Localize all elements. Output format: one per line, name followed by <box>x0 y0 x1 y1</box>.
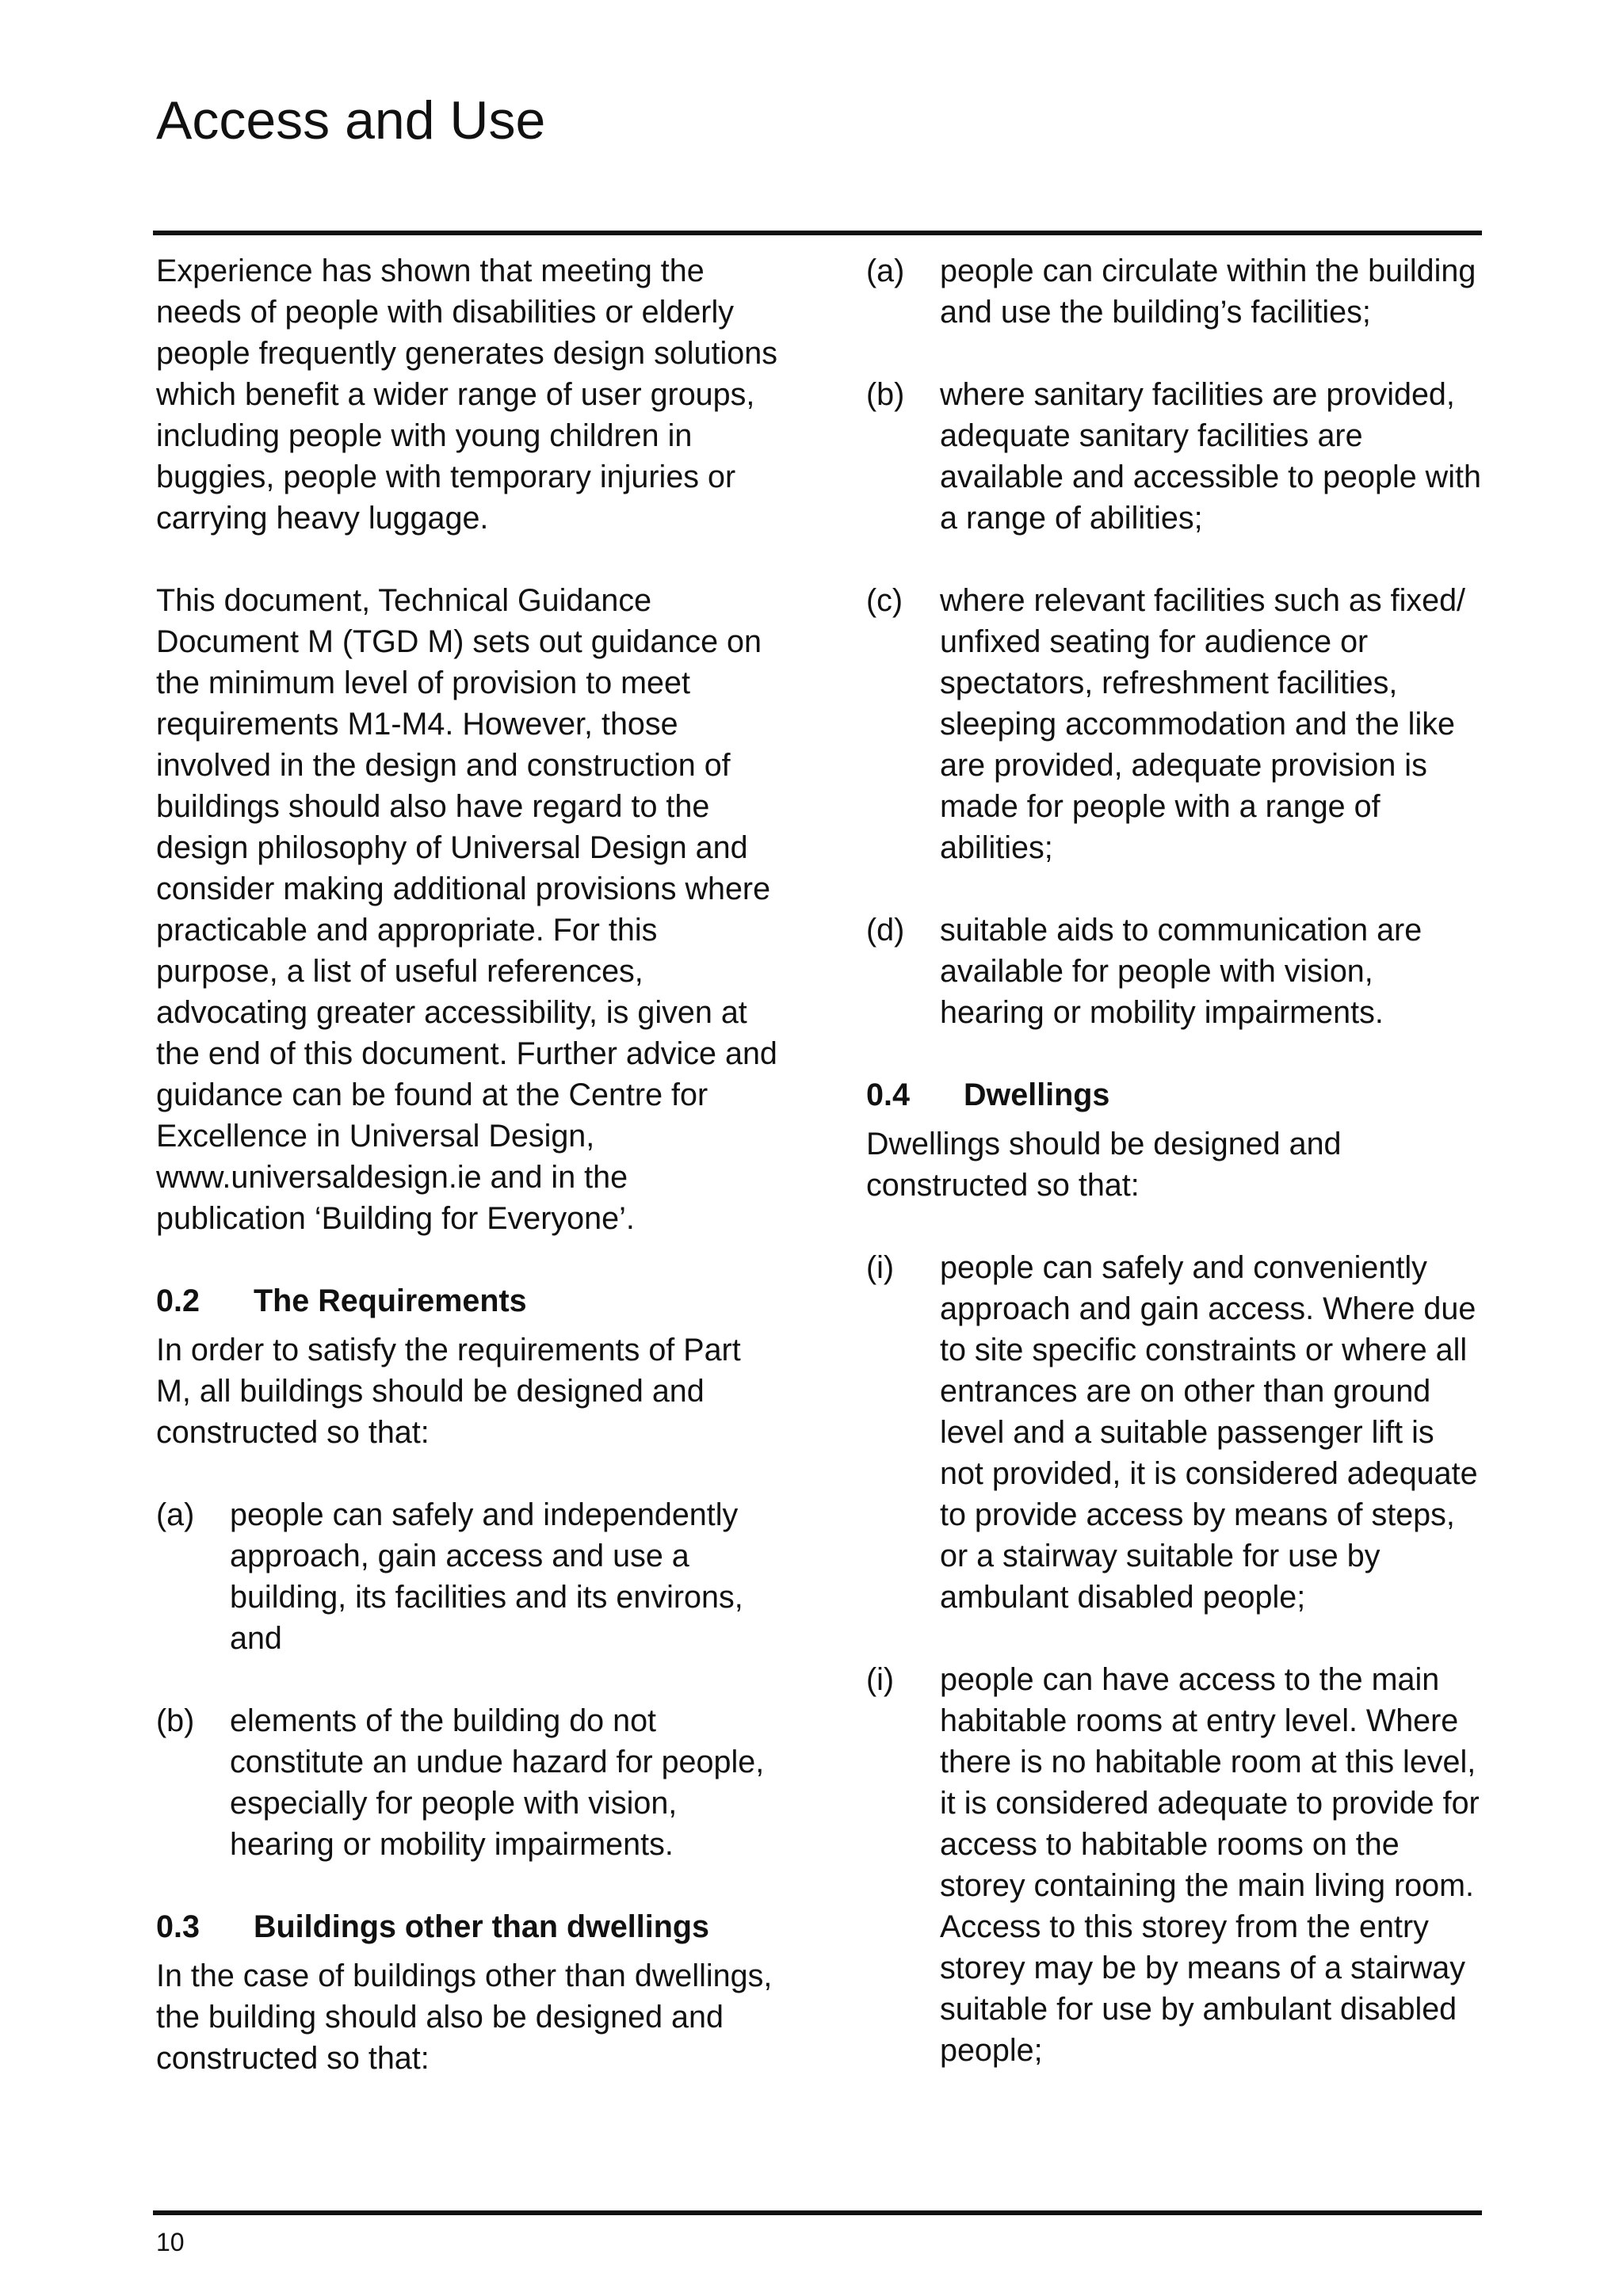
list-item-text: elements of the building do not constitute an undue hazard for people, especially for people with vision, hearing or mobility impairments. <box>230 1703 765 1862</box>
section-heading-0-3 <box>156 1906 782 1947</box>
list-item-text: suitable aids to communication are available for people with vision, hearing or mobility impairments. <box>940 913 1423 1030</box>
list-item <box>866 250 1484 333</box>
bottom-divider <box>153 2210 1482 2215</box>
list-item-text: people can safely and independently approach, gain access and use a building, its facilities and its environs, and <box>230 1497 743 1656</box>
list-item-text: people can have access to the main habitable rooms at entry level. Where there is no habitable room at this level, it is considered adequate to provide for access to habitable rooms on the storey containing the main living room. Access to this storey from the entry storey may be by means of a stairway suitable for use by ambulant disabled people; <box>940 1662 1480 2068</box>
list-item-label: (a) <box>156 1497 195 1532</box>
list-item-label: (d) <box>866 913 905 948</box>
section-number: 0.3 <box>156 1909 200 1944</box>
top-divider <box>153 231 1482 235</box>
list-item-text: people can safely and conveniently approach and gain access. Where due to site specific constraints or where all entrances are on other than ground level and a suitable passenger lift is not provided, it is considered adequate to provide access by means of steps, or a stairway suitable for use by ambulant disabled people; <box>940 1250 1478 1615</box>
right-column <box>866 250 1484 2112</box>
intro-paragraph-1: Experience has shown that meeting the needs of people with disabilities or elderly people frequently generates design solutions which benefit a wider range of user groups, including people with young children in buggies, people with temporary injuries or carrying heavy luggage. <box>156 254 777 536</box>
list-item-text: where relevant facilities such as fixed/ unfixed seating for audience or spectators, refreshment facilities, sleeping accommodation and the like are provided, adequate provision is made for people with a range of abilities; <box>940 583 1466 865</box>
list-item <box>866 374 1484 539</box>
list-item-label: (c) <box>866 583 903 618</box>
list-item <box>866 1659 1484 2071</box>
section-number: 0.4 <box>866 1077 910 1112</box>
page-title: Access and Use <box>156 90 546 151</box>
list-item-label: (b) <box>156 1703 195 1738</box>
intro-paragraph-2: This document, Technical Guidance Document M (TGD M) sets out guidance on the minimum level of provision to meet requirements M1-M4. However, those involved in the design and construction of buildings should also have regard to the design philosophy of Universal Design and consider making additional provisions where practicable and appropriate. For this purpose, a list of useful references, advocating greater accessibility, is given at the end of this document. Further advice and guidance can be found at the Centre for Excellence in Universal Design, www.universaldesign.ie and in the publication ‘Building for Everyone’. <box>156 583 777 1236</box>
list-item-text: where sanitary facilities are provided, adequate sanitary facilities are available and accessible to people with a range of abilities; <box>940 377 1481 536</box>
section-title: Buildings other than dwellings <box>254 1909 709 1944</box>
list-item-label: (a) <box>866 254 905 288</box>
list-item-label: (b) <box>866 377 905 412</box>
left-column <box>156 250 782 2120</box>
list-item-text: people can circulate within the building and use the building’s facilities; <box>940 254 1476 330</box>
section-lead: Dwellings should be designed and constructed so that: <box>866 1127 1342 1203</box>
section-lead: In order to satisfy the requirements of Part M, all buildings should be designed and constructed so that: <box>156 1333 741 1450</box>
page-number: 10 <box>156 2228 185 2256</box>
list-item <box>866 910 1484 1033</box>
list-item <box>866 1247 1484 1618</box>
list-item-label: (i) <box>866 1250 895 1285</box>
list-item <box>156 1494 782 1659</box>
section-title: The Requirements <box>254 1283 527 1318</box>
section-lead: In the case of buildings other than dwellings, the building should also be designed and constructed so that: <box>156 1958 773 2076</box>
section-heading-0-4 <box>866 1074 1484 1116</box>
list-item <box>156 1700 782 1865</box>
section-number: 0.2 <box>156 1283 200 1318</box>
section-title: Dwellings <box>964 1077 1110 1112</box>
section-heading-0-2 <box>156 1280 782 1322</box>
list-item <box>866 580 1484 868</box>
list-item-label: (i) <box>866 1662 895 1697</box>
